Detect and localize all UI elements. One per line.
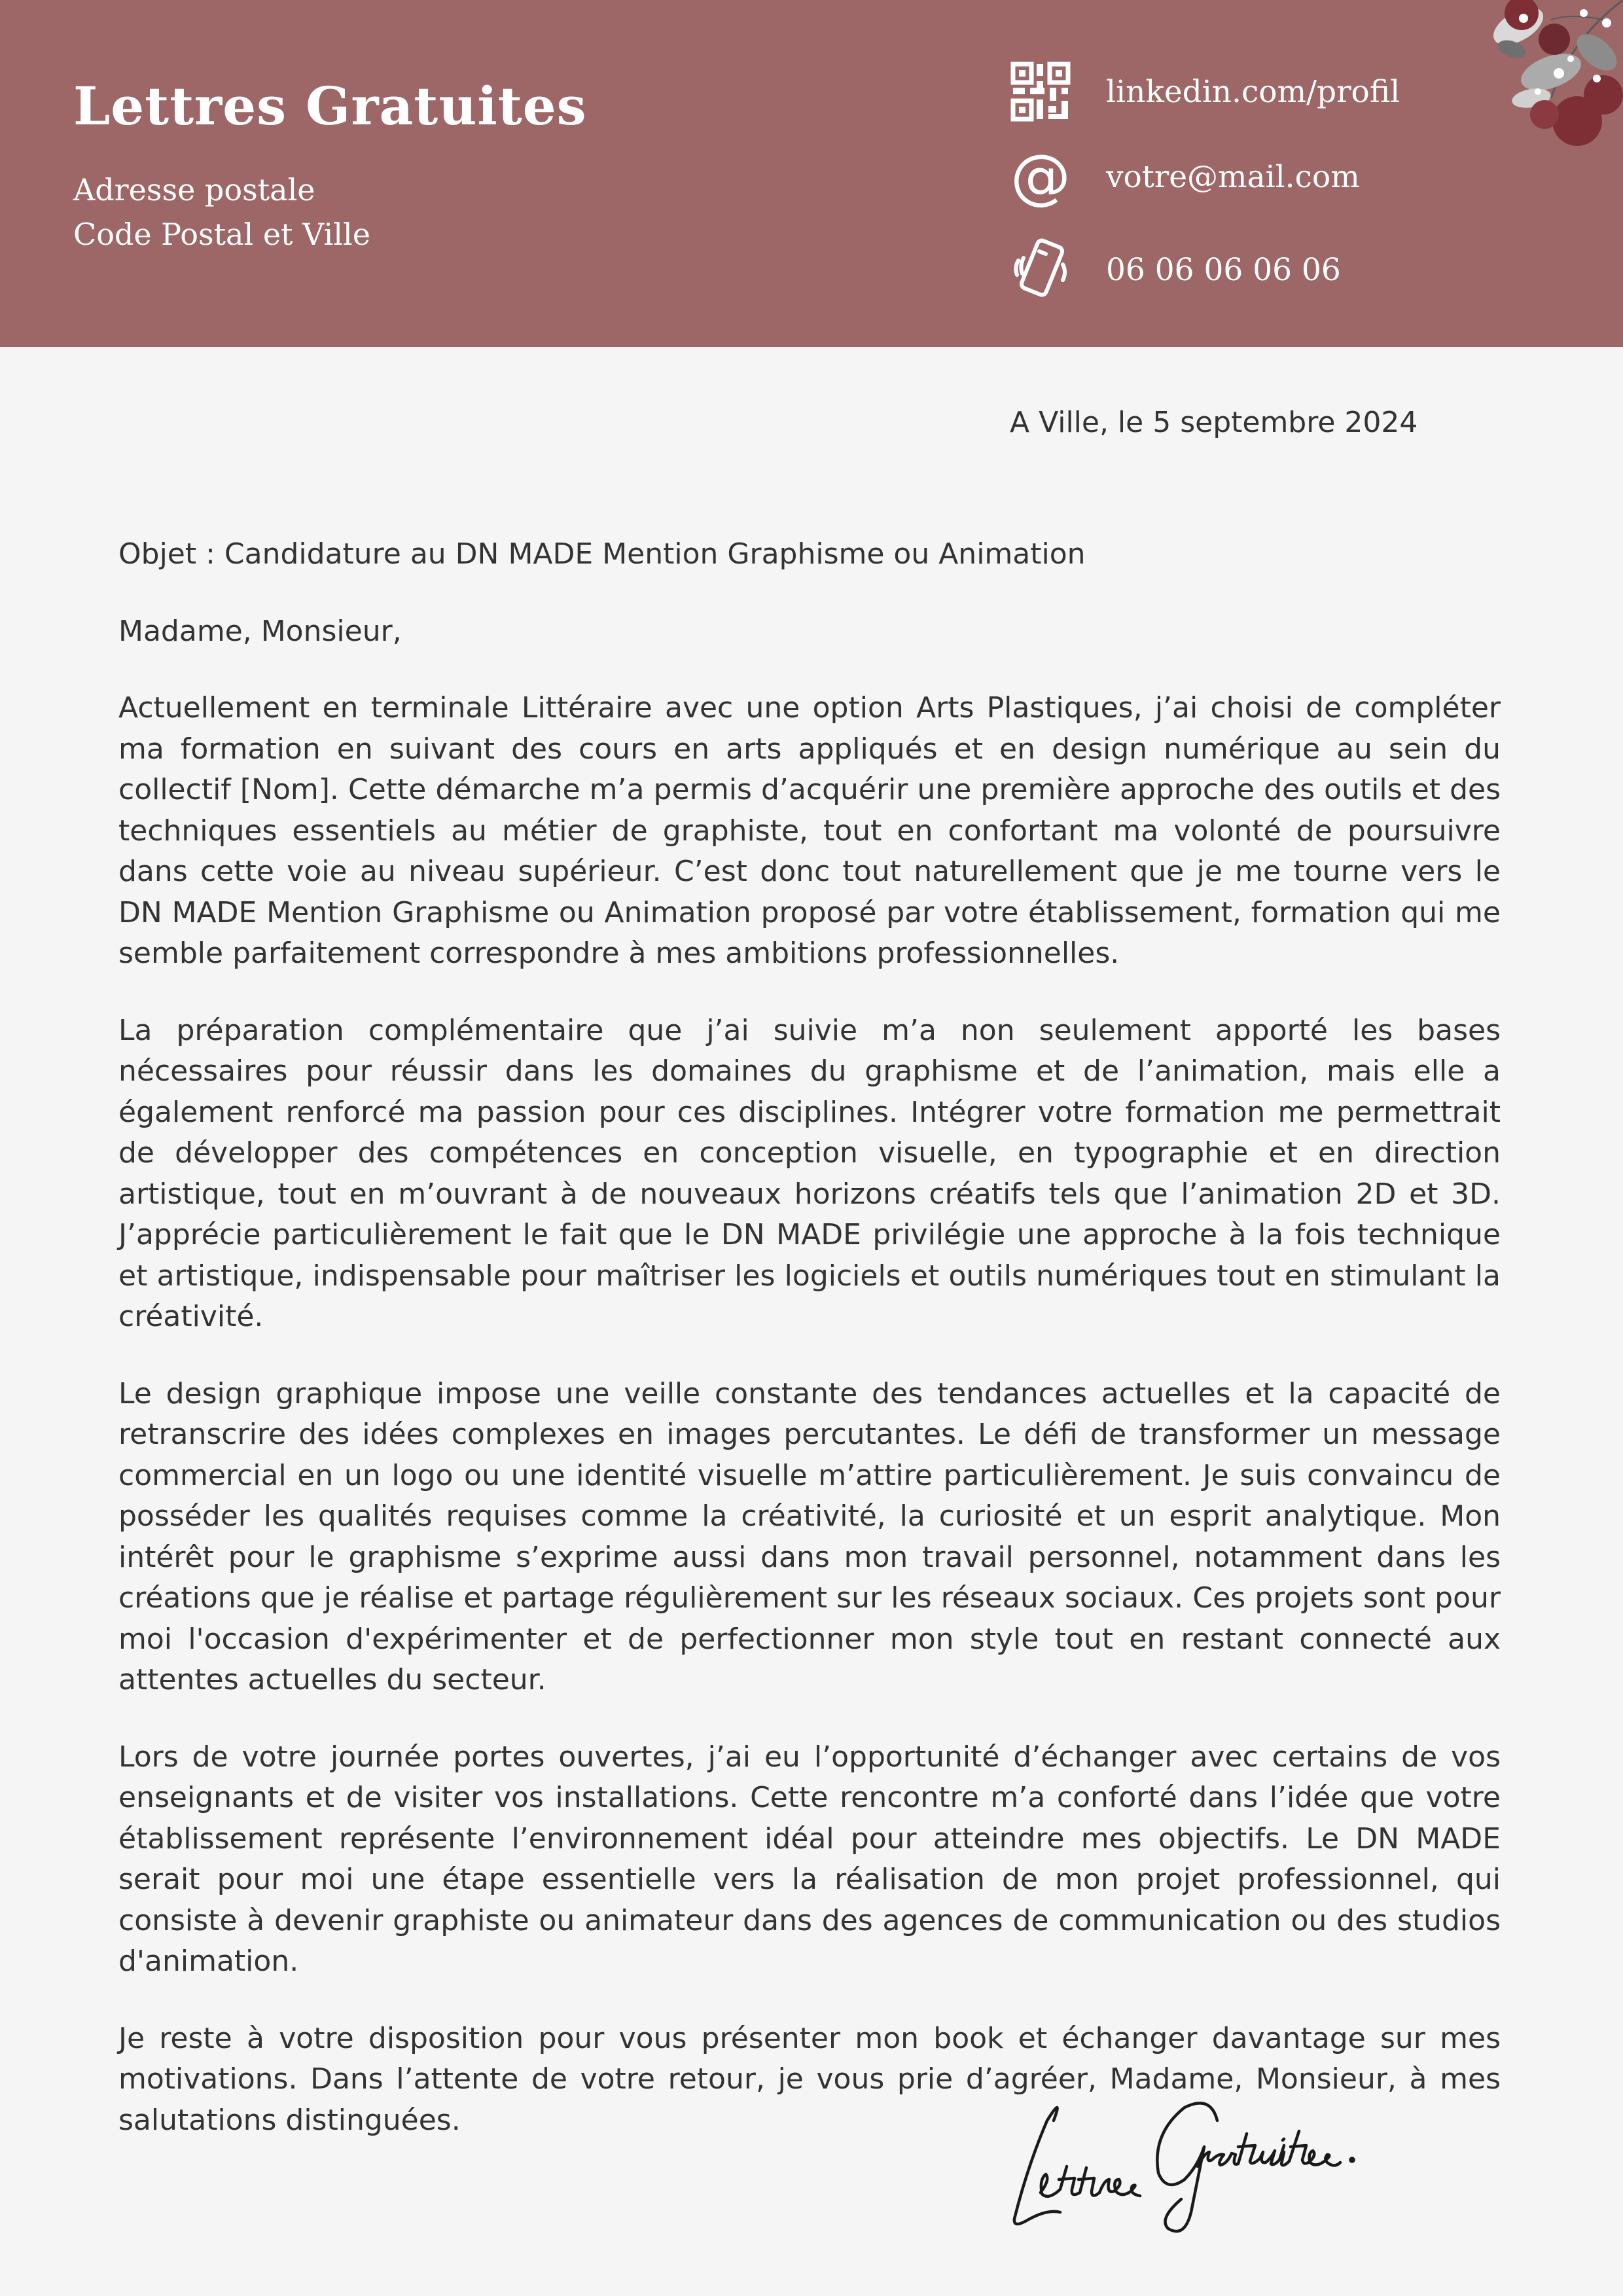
contact-phone[interactable] bbox=[1008, 237, 1466, 302]
letter-body bbox=[118, 534, 1501, 2177]
contact-linkedin[interactable] bbox=[1008, 59, 1466, 124]
sender-name: Lettres Gratuites bbox=[73, 75, 587, 137]
handwritten-signature bbox=[1001, 2081, 1394, 2238]
linkedin-link[interactable]: linkedin.com/profil bbox=[1106, 73, 1400, 110]
letter-subject: Objet : Candidature au DN MADE Mention Graphisme ou Animation bbox=[118, 537, 1086, 571]
letter-date: A Ville, le 5 septembre 2024 bbox=[1010, 406, 1418, 439]
phone-number: 06 06 06 06 06 bbox=[1106, 251, 1341, 288]
qr-code-icon bbox=[1008, 59, 1073, 124]
letter-salutation: Madame, Monsieur, bbox=[118, 614, 402, 648]
letter-paragraph: Le design graphique impose une veille constante des tendances actuelles et la capacité de retranscrire des idées complexes en images percutantes. Le défi de transformer un message commercial en un logo ou une identité visuelle m’attire particulièrement. Je suis convaincu de posséder les qualités requises comme la créativité, la curiosité et un esprit analytique. Mon intérêt pour le graphisme s’exprime aussi dans mon travail personnel, notamment dans les créations que je réalise et partage régulièrement sur les réseaux sociaux. Ces projets sont pour moi l'occasion d'expérimenter et de perfectionner mon style tout en restant connecté aux attentes actuelles du secteur. bbox=[118, 1376, 1501, 1696]
floral-decoration bbox=[1472, 0, 1623, 157]
phone-icon bbox=[1008, 237, 1073, 302]
letter-paragraph: Je reste à votre disposition pour vous présenter mon book et échanger davantage sur mes motivations. Dans l’attente de votre retour, je vous prie d’agréer, Madame, Monsieur, à mes salutations distinguées. bbox=[118, 2021, 1501, 2137]
letter-paragraph: Actuellement en terminale Littéraire avec une option Arts Plastiques, j’ai choisi de compléter ma formation en suivant des cours en arts appliqués et en design numérique au sein du collectif [Nom]. Cette démarche m’a permis d’acquérir une première approche des outils et des techniques essentiels au métier de graphiste, tout en confortant ma volonté de poursuivre dans cette voie au niveau supérieur. C’est donc tout naturellement que je me tourne vers le DN MADE Mention Graphisme ou Animation proposé par votre établissement, formation qui me semble parfaitement correspondre à mes ambitions professionnelles. bbox=[118, 691, 1501, 970]
email-link[interactable]: votre@mail.com bbox=[1106, 158, 1360, 195]
header-banner bbox=[0, 0, 1623, 347]
contact-email[interactable] bbox=[1008, 141, 1466, 211]
sender-address bbox=[73, 168, 370, 257]
address-line-city: Code Postal et Ville bbox=[73, 217, 370, 252]
letter-paragraph: Lors de votre journée portes ouvertes, j’ai eu l’opportunité d’échanger avec certains de vos enseignants et de visiter vos installations. Cette rencontre m’a conforté dans l’idée que votre établissement représente l’environnement idéal pour atteindre mes objectifs. Le DN MADE serait pour moi une étape essentielle vers la réalisation de mon projet professionnel, qui consiste à devenir graphiste ou animateur dans des agences de communication ou des studios d'animation. bbox=[118, 1740, 1501, 1978]
address-line-postal: Adresse postale bbox=[73, 172, 315, 207]
letter-paragraph: La préparation complémentaire que j’ai suivie m’a non seulement apporté les bases nécessaires pour réussir dans les domaines du graphisme et de l’animation, mais elle a également renforcé ma passion pour ces disciplines. Intégrer votre formation me permettrait de développer des compétences en conception visuelle, en typographie et en direction artistique, tout en m’ouvrant à de nouveaux horizons créatifs tels que l’animation 2D et 3D. J’apprécie particulièrement le fait que le DN MADE privilégie une approche à la fois technique et artistique, indispensable pour maîtriser les logiciels et outils numériques tout en stimulant la créativité. bbox=[118, 1013, 1501, 1333]
at-icon: @ bbox=[1010, 141, 1071, 211]
